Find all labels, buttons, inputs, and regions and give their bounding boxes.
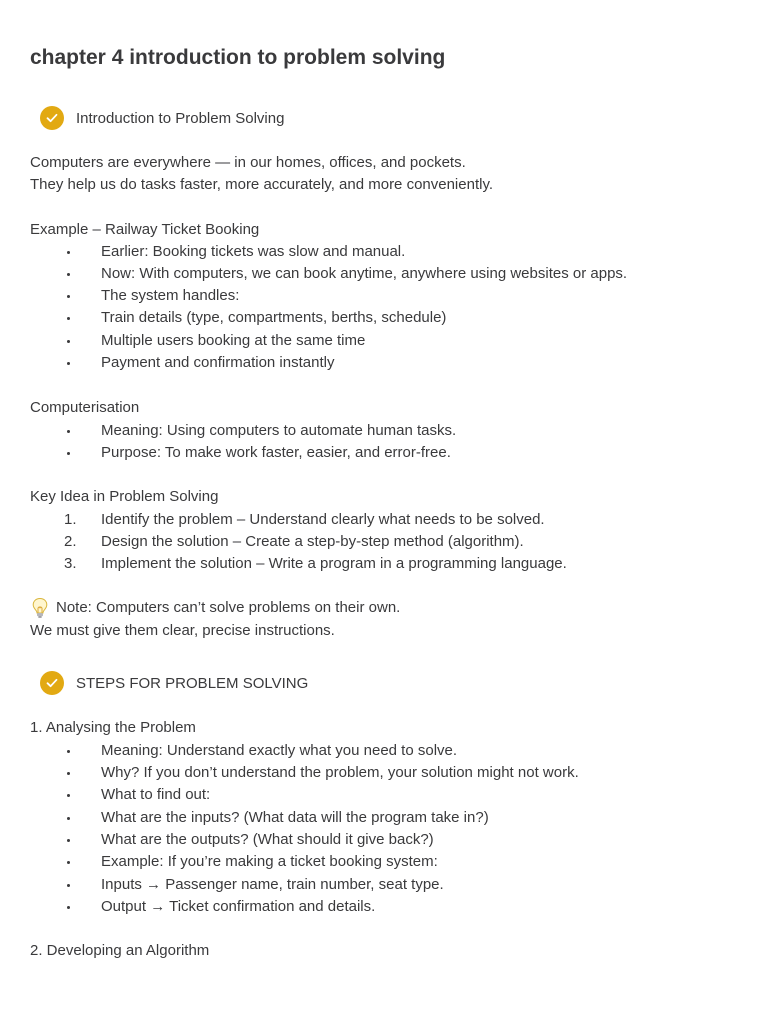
list-item xyxy=(0,807,740,829)
list-item xyxy=(0,307,740,329)
list-item-text: Payment and confirmation instantly xyxy=(101,354,335,371)
bullet-marker xyxy=(67,317,70,320)
list-item xyxy=(0,531,740,553)
list-item-text: Meaning: Understand exactly what you need to solve. xyxy=(101,742,458,759)
bullet-marker xyxy=(67,362,70,365)
subheading-analysing: 1. Analysing the Problem xyxy=(30,719,196,736)
bullet-marker xyxy=(67,817,70,820)
list-item-text: Earlier: Booking tickets was slow and manual. xyxy=(101,243,406,260)
check-circle-icon xyxy=(40,106,64,130)
list-number: 3. xyxy=(64,555,77,572)
bullet-marker xyxy=(67,295,70,298)
bullet-marker xyxy=(67,251,70,254)
bullet-marker xyxy=(67,340,70,343)
list-item-text: Output → Ticket confirmation and details. xyxy=(101,898,376,915)
paragraph-line: We must give them clear, precise instructions. xyxy=(30,622,335,639)
list-item xyxy=(0,762,740,784)
list-item xyxy=(0,241,740,263)
bullet-marker xyxy=(67,750,70,753)
list-item-text: Example: If you’re making a ticket booking system: xyxy=(101,853,438,870)
list-item-text: The system handles: xyxy=(101,287,240,304)
list-item xyxy=(0,420,740,442)
list-item-text: Train details (type, compartments, berths, schedule) xyxy=(101,309,447,326)
page-title: chapter 4 introduction to problem solving xyxy=(30,46,446,69)
list-item xyxy=(0,263,740,285)
list-item xyxy=(0,829,740,851)
list-item xyxy=(0,740,740,762)
list-item-text: What are the inputs? (What data will the program take in?) xyxy=(101,809,489,826)
subheading-computerisation: Computerisation xyxy=(30,399,140,416)
list-item-text: Inputs → Passenger name, train number, seat type. xyxy=(101,876,444,893)
check-circle-icon xyxy=(40,671,64,695)
lightbulb-icon xyxy=(30,597,50,619)
bullet-marker xyxy=(67,884,70,887)
list-item-text: Implement the solution – Write a program in a programming language. xyxy=(101,555,567,572)
list-item-text: Purpose: To make work faster, easier, and error-free. xyxy=(101,444,451,461)
bullet-marker xyxy=(67,273,70,276)
list-item xyxy=(0,509,740,531)
section-heading-steps xyxy=(40,670,308,696)
subheading-example: Example – Railway Ticket Booking xyxy=(30,221,260,238)
list-item-text: What to find out: xyxy=(101,786,211,803)
bullet-marker xyxy=(67,794,70,797)
list-item xyxy=(0,285,740,307)
bullet-marker xyxy=(67,452,70,455)
section-label: Introduction to Problem Solving xyxy=(76,109,285,127)
list-item xyxy=(0,874,740,896)
paragraph-line: Computers are everywhere — in our homes, offices, and pockets. xyxy=(30,154,466,171)
list-item-text: Identify the problem – Understand clearly what needs to be solved. xyxy=(101,511,545,528)
list-item-text: Now: With computers, we can book anytime, anywhere using websites or apps. xyxy=(101,265,628,282)
list-item xyxy=(0,330,740,352)
list-item-text: Design the solution – Create a step-by-step method (algorithm). xyxy=(101,533,524,550)
bullet-marker xyxy=(67,430,70,433)
note-text: Note: Computers can’t solve problems on their own. xyxy=(56,599,401,616)
subheading-developing: 2. Developing an Algorithm xyxy=(30,942,210,959)
list-item xyxy=(0,352,740,374)
list-number: 1. xyxy=(64,511,77,528)
list-item xyxy=(0,784,740,806)
list-item-text: Multiple users booking at the same time xyxy=(101,332,366,349)
bullet-marker xyxy=(67,906,70,909)
section-label: STEPS FOR PROBLEM SOLVING xyxy=(76,674,309,692)
note-line xyxy=(30,597,400,619)
list-number: 2. xyxy=(64,533,77,550)
bullet-marker xyxy=(67,772,70,775)
section-heading-introduction xyxy=(40,105,284,131)
list-item-text: What are the outputs? (What should it give back?) xyxy=(101,831,434,848)
bullet-marker xyxy=(67,861,70,864)
list-item-text: Meaning: Using computers to automate human tasks. xyxy=(101,422,457,439)
list-item xyxy=(0,851,740,873)
subheading-key-idea: Key Idea in Problem Solving xyxy=(30,488,219,505)
list-item xyxy=(0,553,740,575)
list-item xyxy=(0,442,740,464)
paragraph-line: They help us do tasks faster, more accurately, and more conveniently. xyxy=(30,176,494,193)
list-item-text: Why? If you don’t understand the problem, your solution might not work. xyxy=(101,764,579,781)
list-item xyxy=(0,896,740,918)
bullet-marker xyxy=(67,839,70,842)
